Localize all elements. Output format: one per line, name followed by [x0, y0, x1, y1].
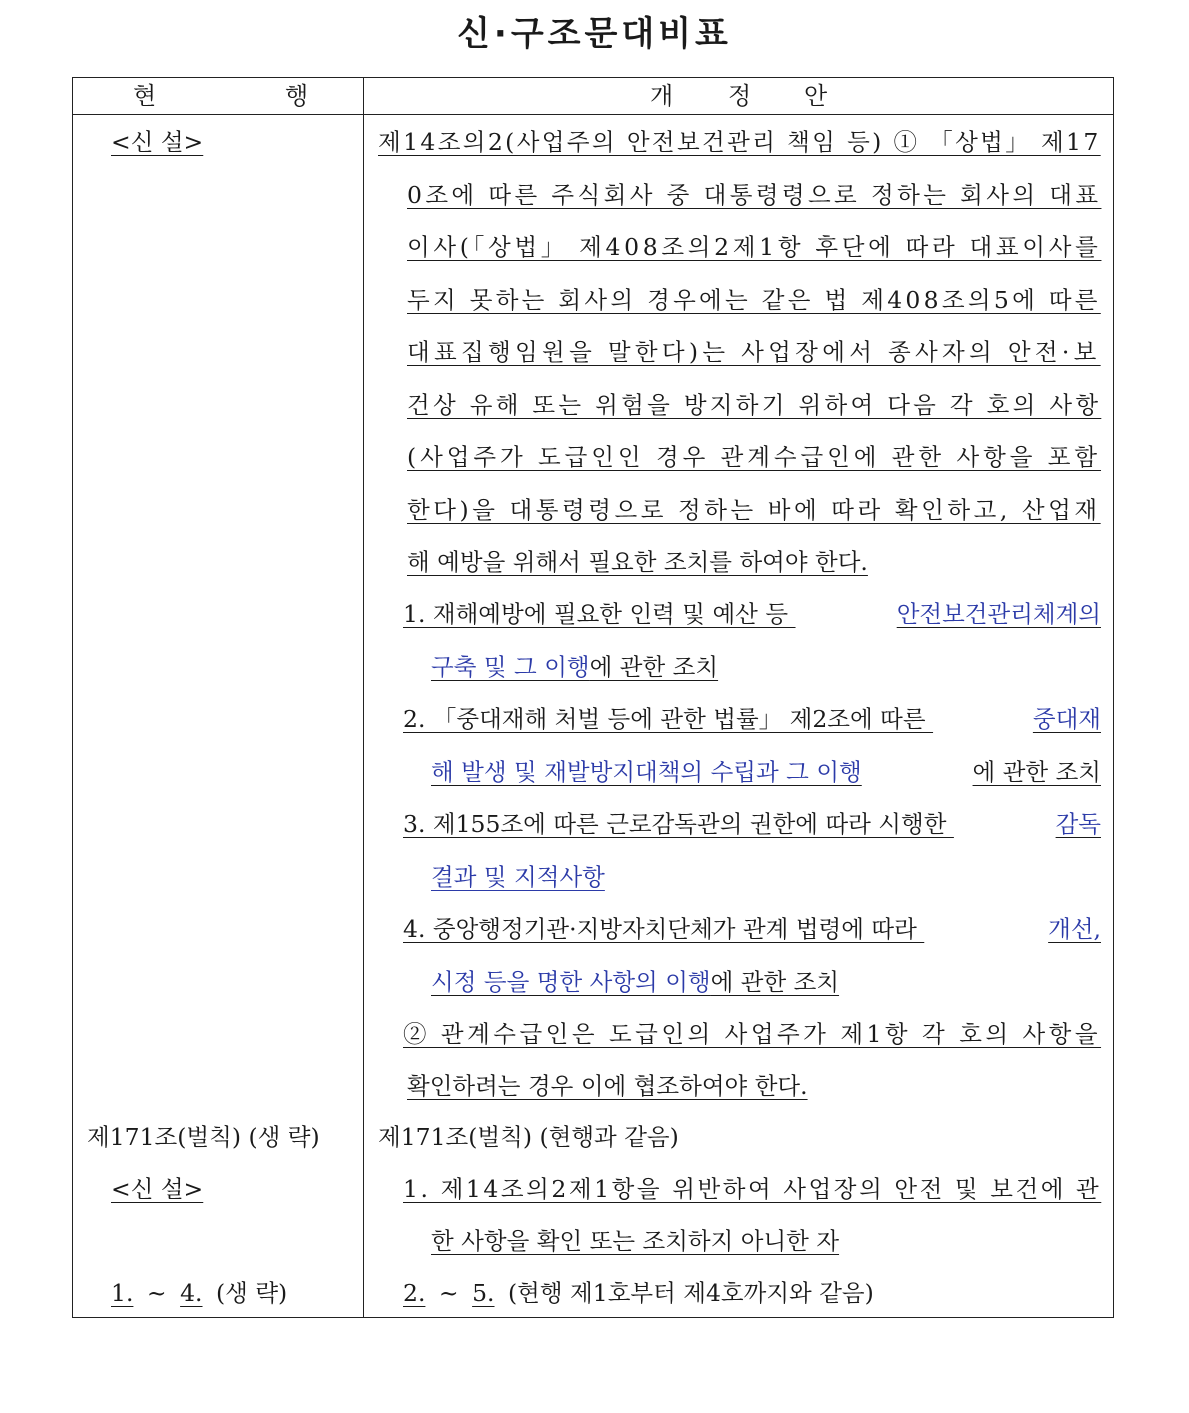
item3-text: 3. 제155조에 따른 근로감독관의 권한에 따라 시행한 — [403, 810, 954, 838]
item1-text: 에 관한 조치 — [589, 653, 719, 681]
item2-line1 — [403, 704, 1101, 734]
item3-line1 — [403, 809, 1101, 839]
right-item-rest: (현행 제1호부터 제4호까지와 같음) — [508, 1279, 874, 1307]
left-item-start: 1. — [111, 1279, 134, 1307]
item1-highlight: 안전보건관리체계의 — [896, 600, 1101, 628]
left-item-tilde: ~ — [146, 1279, 167, 1307]
left-item-omit: (생 략) — [216, 1279, 288, 1307]
left-new-marker: <신 설> — [111, 128, 204, 156]
art14-line: 0조에 따른 주식회사 중 대통령령으로 정하는 회사의 대표 — [407, 181, 1102, 209]
item3-highlight: 감독 — [1055, 810, 1101, 838]
item1-line1 — [403, 599, 1101, 629]
para2-line: ② 관계수급인은 도급인의 사업주가 제1항 각 호의 사항을 — [403, 1020, 1102, 1048]
header-proposed — [364, 78, 1113, 114]
header-current — [73, 78, 363, 114]
header-current-char: 현 — [133, 82, 157, 110]
right-item-end: 5. — [472, 1279, 495, 1307]
item1-text: 1. 재해예방에 필요한 인력 및 예산 등 — [403, 600, 796, 628]
comparison-table — [72, 77, 1114, 1318]
item4-line1 — [403, 914, 1101, 944]
left-new-marker: <신 설> — [111, 1175, 204, 1203]
art14-line: 대표집행임원을 말한다)는 사업장에서 종사자의 안전·보 — [407, 338, 1101, 366]
item2-highlight: 중대재 — [1032, 705, 1101, 733]
header-proposed-char: 안 — [804, 82, 828, 110]
item3-line2: 결과 및 지적사항 — [431, 863, 605, 891]
para2-line: 확인하려는 경우 이에 협조하여야 한다. — [407, 1072, 808, 1100]
right-item-tilde: ~ — [438, 1279, 459, 1307]
art14-line: 한다)을 대통령령으로 정하는 바에 따라 확인하고, 산업재 — [407, 496, 1101, 524]
art14-line: 이사(「상법」 제408조의2제1항 후단에 따라 대표이사를 — [407, 233, 1102, 261]
item2-text: 2. 「중대재해 처벌 등에 관한 법률」 제2조에 따른 — [403, 705, 934, 733]
item4-highlight: 시정 등을 명한 사항의 이행 — [431, 968, 711, 996]
new-item-line: 한 사항을 확인 또는 조치하지 아니한 자 — [431, 1227, 840, 1255]
left-item-end: 4. — [180, 1279, 203, 1307]
art14-line: (사업주가 도급인인 경우 관계수급인에 관한 사항을 포함 — [407, 443, 1102, 471]
item2-text: 에 관한 조치 — [972, 758, 1101, 786]
item2-line2 — [431, 757, 1101, 787]
item4-highlight: 개선, — [1048, 915, 1101, 943]
item1-highlight: 구축 및 그 이행 — [431, 653, 590, 681]
art14-line: 제14조의2(사업주의 안전보건관리 책임 등) ① 「상법」 제17 — [378, 128, 1101, 156]
column-divider — [363, 78, 364, 1317]
right-item-start: 2. — [403, 1279, 426, 1307]
item4-text: 에 관한 조치 — [710, 968, 840, 996]
header-proposed-char: 정 — [728, 82, 752, 110]
left-items-omitted — [111, 1278, 287, 1308]
art14-line: 건상 유해 또는 위험을 방지하기 위하여 다음 각 호의 사항 — [407, 391, 1102, 419]
right-article-171: 제171조(벌칙) (현행과 같음) — [378, 1123, 679, 1151]
header-divider — [73, 114, 1113, 115]
art14-line: 해 예방을 위해서 필요한 조치를 하여야 한다. — [407, 548, 868, 576]
item4-text: 4. 중앙행정기관·지방자치단체가 관계 법령에 따라 — [403, 915, 925, 943]
art14-line: 두지 못하는 회사의 경우에는 같은 법 제408조의5에 따른 — [407, 286, 1101, 314]
page-title: 신·구조문대비표 — [457, 14, 732, 54]
header-proposed-char: 개 — [650, 82, 674, 110]
item1-line2 — [431, 652, 718, 682]
new-item-line: 1. 제14조의2제1항을 위반하여 사업장의 안전 및 보건에 관 — [403, 1175, 1102, 1203]
header-current-char: 행 — [285, 82, 309, 110]
item4-line2 — [431, 967, 839, 997]
item2-highlight: 해 발생 및 재발방지대책의 수립과 그 이행 — [431, 758, 862, 786]
left-article-171: 제171조(벌칙) (생 략) — [87, 1123, 320, 1151]
right-items-renumbered — [403, 1278, 874, 1308]
